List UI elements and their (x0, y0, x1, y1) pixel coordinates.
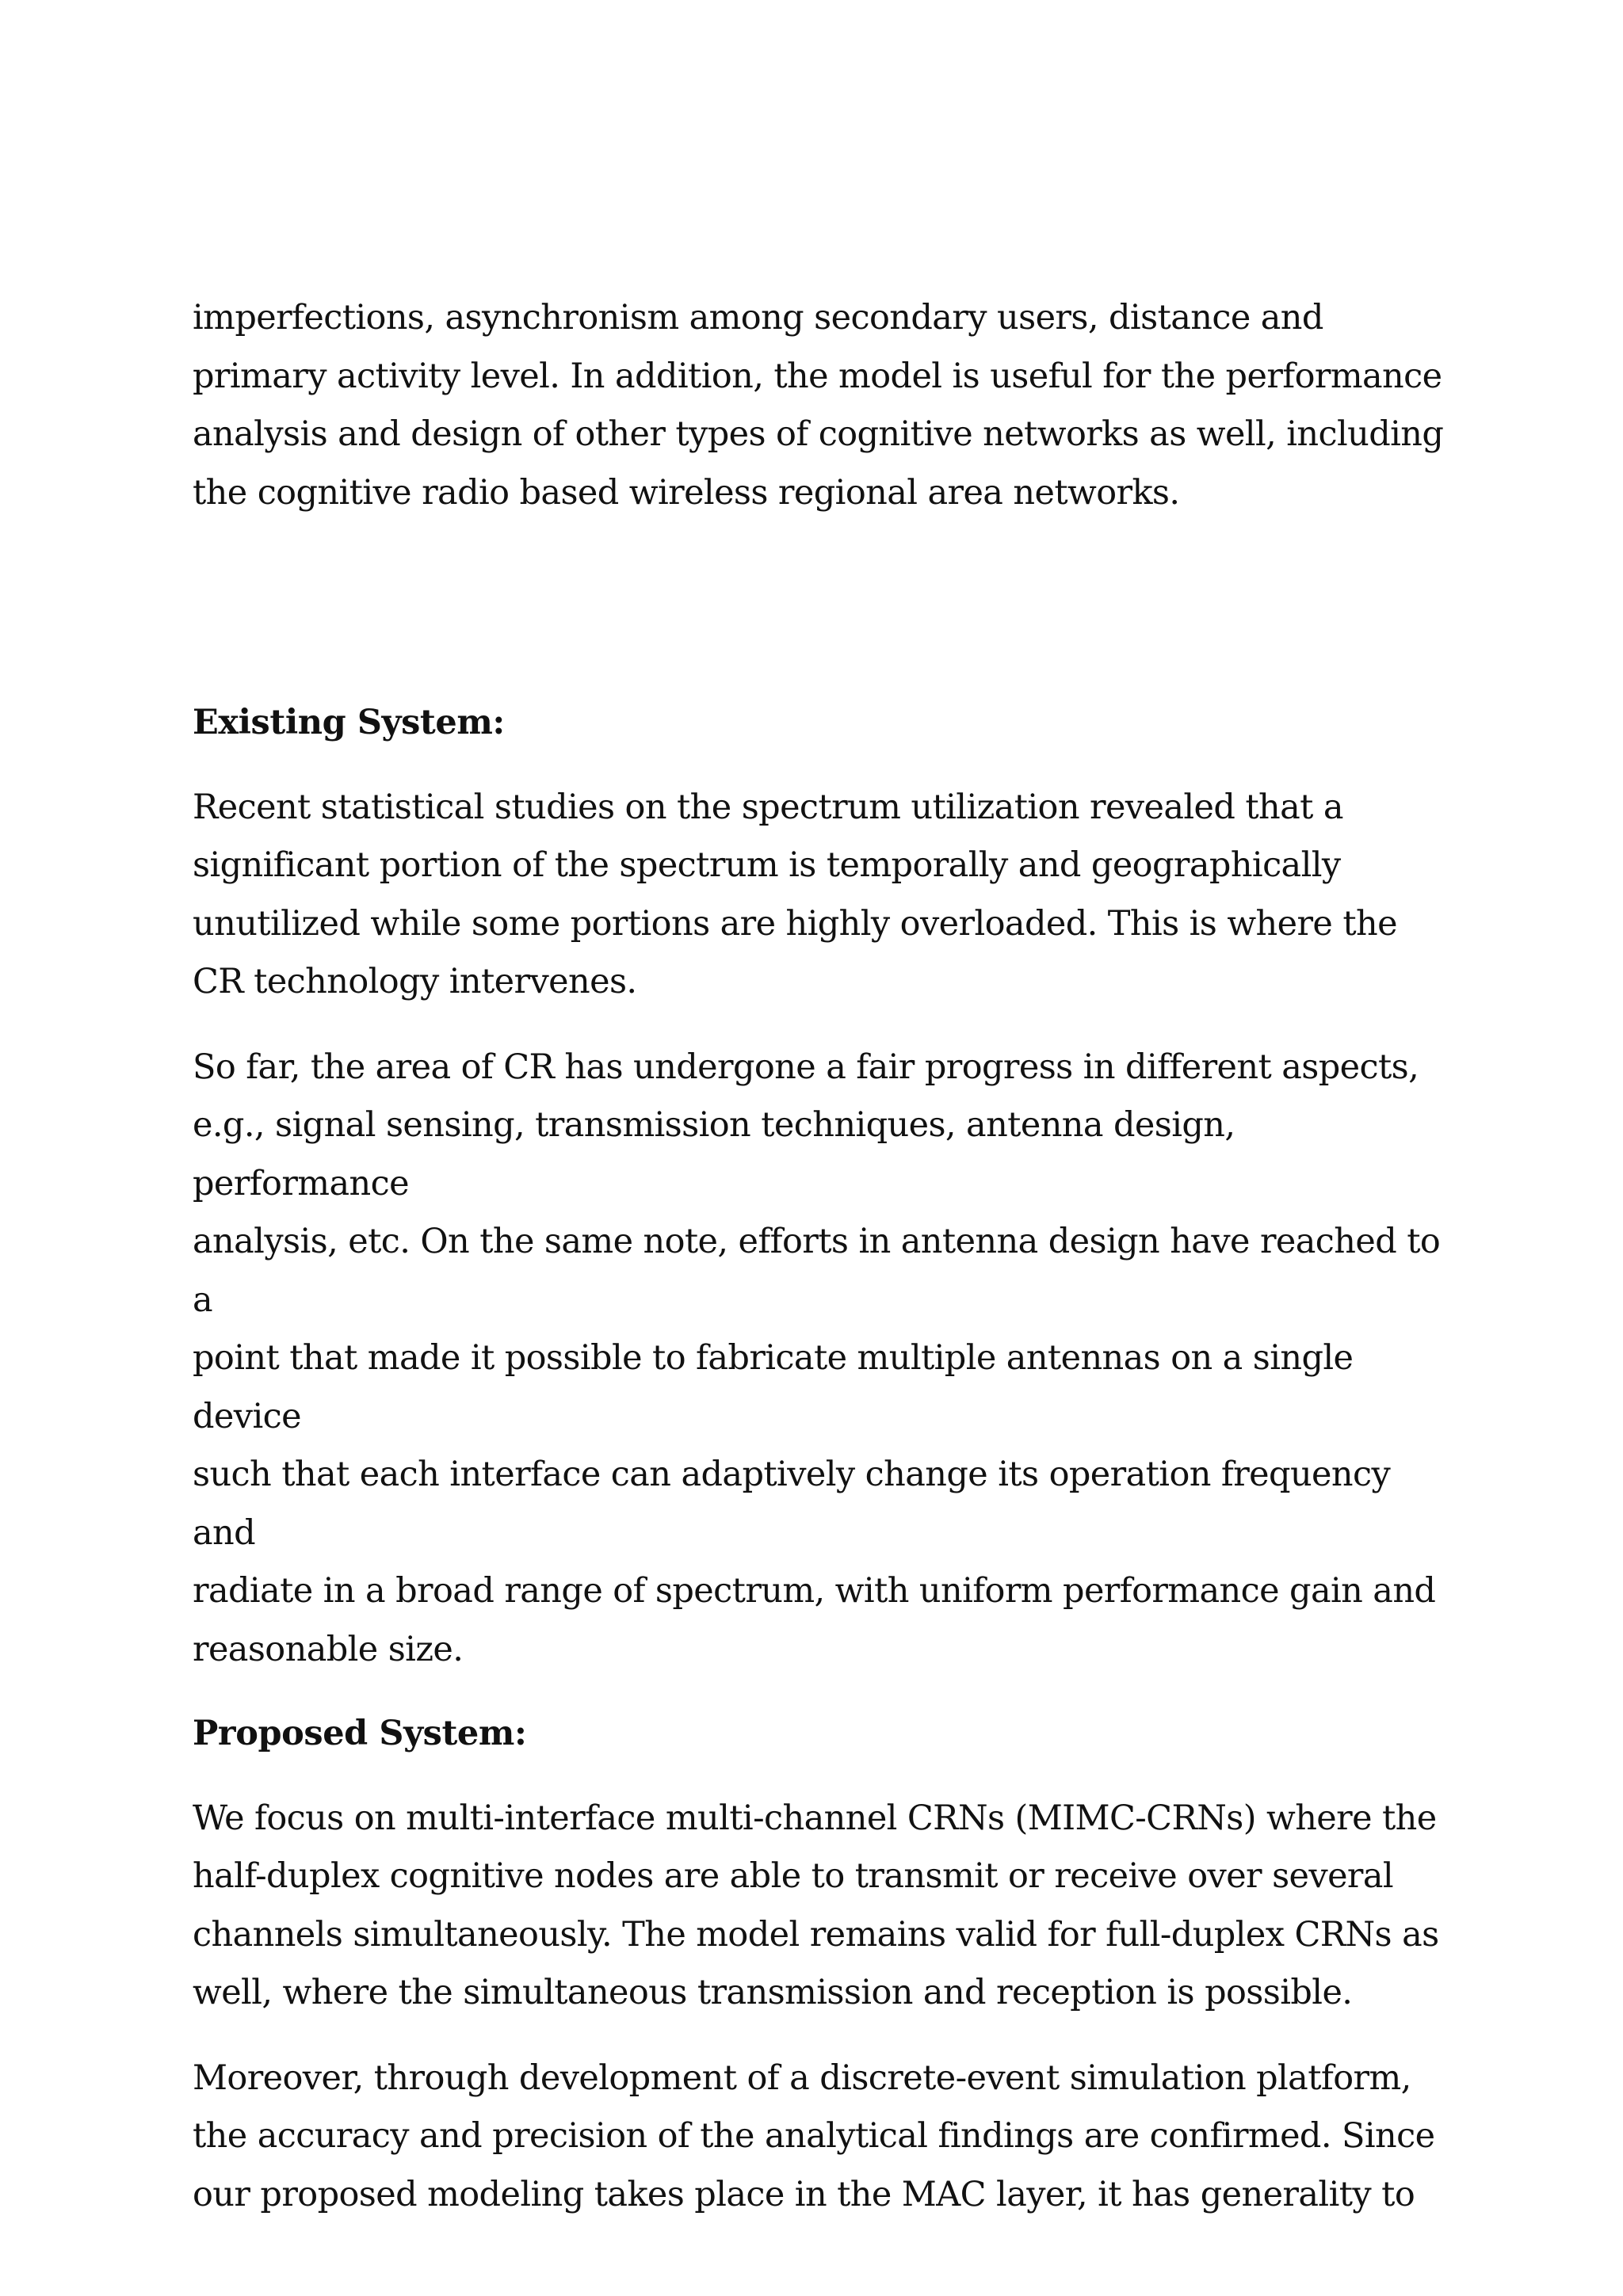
text-line: imperfections, asynchronism among secondary users, distance and (193, 298, 1323, 338)
spacer (193, 1764, 1461, 1790)
text-line: half-duplex cognitive nodes are able to transmit or receive over several (193, 1856, 1394, 1896)
text-line: channels simultaneously. The model remains valid for full-duplex CRNs as (193, 1914, 1439, 1955)
text-line: such that each interface can adaptively change its operation frequency and (193, 1455, 1391, 1553)
existing-system-paragraph-2 (193, 1039, 1461, 1680)
text-line: analysis, etc. On the same note, efforts in antenna design have reached to a (193, 1222, 1441, 1320)
document-body (193, 289, 1461, 2224)
spacer (193, 1679, 1461, 1705)
spacer (193, 753, 1461, 779)
text-line: We focus on multi-interface multi-channel CRNs (MIMC-CRNs) where the (193, 1798, 1437, 1838)
spacer (193, 1012, 1461, 1039)
existing-system-heading: Existing System: (193, 703, 505, 742)
text-line: point that made it possible to fabricate multiple antennas on a single device (193, 1338, 1354, 1436)
proposed-system-paragraph-2 (193, 2050, 1461, 2225)
text-line: our proposed modeling takes place in the MAC layer, it has generality to (193, 2174, 1415, 2214)
text-line: e.g., signal sensing, transmission techniques, antenna design, performance (193, 1105, 1235, 1203)
text-line: the cognitive radio based wireless regional area networks. (193, 472, 1180, 513)
text-line: Moreover, through development of a discrete-event simulation platform, (193, 2058, 1411, 2098)
text-line: the accuracy and precision of the analytical findings are confirmed. Since (193, 2116, 1435, 2156)
text-line: primary activity level. In addition, the model is useful for the performance (193, 356, 1442, 396)
proposed-system-heading: Proposed System: (193, 1714, 527, 1753)
spacer (193, 522, 1461, 694)
text-line: significant portion of the spectrum is temporally and geographically (193, 845, 1341, 885)
existing-system-paragraph-1 (193, 779, 1461, 1012)
text-line: unutilized while some portions are highly overloaded. This is where the (193, 903, 1397, 944)
text-line: reasonable size. (193, 1629, 464, 1669)
spacer (193, 2023, 1461, 2050)
proposed-system-paragraph-1 (193, 1790, 1461, 2023)
text-line: well, where the simultaneous transmission and reception is possible. (193, 1973, 1353, 2012)
text-line: CR technology intervenes. (193, 962, 637, 1001)
intro-paragraph (193, 289, 1461, 522)
text-line: So far, the area of CR has undergone a fair progress in different aspects, (193, 1047, 1419, 1087)
text-line: Recent statistical studies on the spectrum utilization revealed that a (193, 787, 1343, 827)
text-line: analysis and design of other types of cognitive networks as well, including (193, 414, 1444, 454)
text-line: radiate in a broad range of spectrum, with uniform performance gain and (193, 1571, 1436, 1611)
